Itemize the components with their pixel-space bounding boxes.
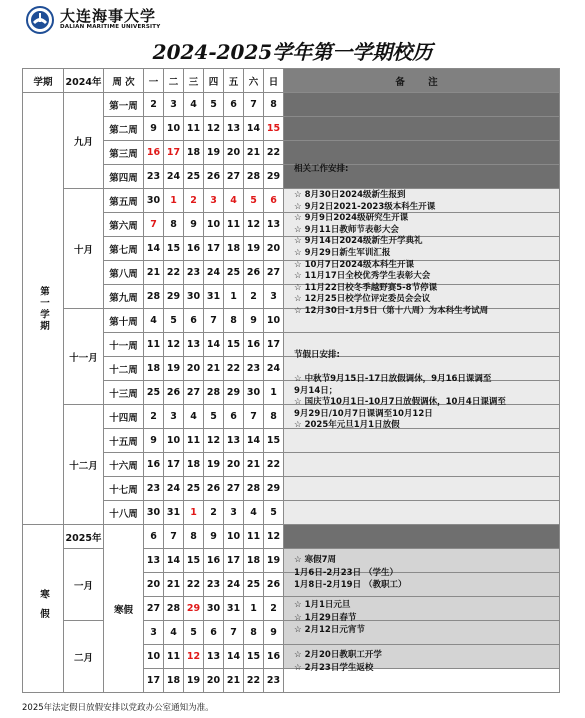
day-cell: 22: [264, 453, 284, 477]
day-cell: 15: [264, 117, 284, 141]
day-cell: 19: [204, 453, 224, 477]
day-cell: 2: [264, 597, 284, 621]
day-cell: 28: [204, 381, 224, 405]
header-term: 学期: [23, 69, 64, 93]
day-cell: 14: [144, 237, 164, 261]
university-logo-icon: [26, 6, 54, 34]
day-cell: 29: [264, 477, 284, 501]
notes-cell: [284, 117, 560, 141]
week-label: 第二周: [104, 117, 144, 141]
day-cell: 24: [164, 477, 184, 501]
university-name-cn: 大连海事大学: [60, 7, 157, 25]
day-cell: 26: [264, 573, 284, 597]
day-cell: 6: [204, 621, 224, 645]
week-label: 十七周: [104, 477, 144, 501]
day-cell: 29: [224, 381, 244, 405]
day-cell: 14: [164, 549, 184, 573]
day-cell: 15: [264, 429, 284, 453]
notes-cell: [284, 261, 560, 285]
day-cell: 2: [184, 189, 204, 213]
day-cell: 1: [244, 597, 264, 621]
day-cell: 23: [144, 477, 164, 501]
day-cell: 13: [264, 213, 284, 237]
week-label: 十四周: [104, 405, 144, 429]
day-cell: 24: [204, 261, 224, 285]
note-line: ☆ 国庆节10月1日-10月7日放假调休，10月4日课调至: [294, 397, 506, 408]
day-cell: 1: [164, 189, 184, 213]
day-cell: 20: [144, 573, 164, 597]
calendar-body: [23, 93, 560, 693]
header-day-sun: 日: [264, 69, 284, 93]
note-line: ☆ 9月2日2021-2023级本科生开课: [294, 201, 436, 212]
day-cell: 30: [144, 501, 164, 525]
day-cell: 27: [224, 165, 244, 189]
notes-cell: [284, 381, 560, 408]
day-cell: 19: [264, 549, 284, 573]
note-line: ☆ 1月1日元旦: [294, 600, 351, 610]
day-cell: 31: [224, 597, 244, 621]
page-header: [0, 0, 585, 66]
day-cell: 4: [164, 621, 184, 645]
day-cell: 23: [144, 165, 164, 189]
calendar-row: [23, 285, 560, 309]
day-cell: 3: [224, 501, 244, 525]
university-name-en: DALIAN MARITIME UNIVERSITY: [60, 24, 161, 30]
week-label: 第四周: [104, 165, 144, 189]
day-cell: 9: [184, 213, 204, 237]
day-cell: 23: [264, 669, 284, 693]
day-cell: 22: [184, 573, 204, 597]
notes-cell: [284, 405, 560, 429]
day-cell: 25: [244, 573, 264, 597]
day-cell: 2: [204, 501, 224, 525]
calendar-row: [23, 621, 560, 645]
day-cell: 31: [164, 501, 184, 525]
month-label-dec: 十二月: [64, 405, 104, 525]
header-day-thu: 四: [204, 69, 224, 93]
day-cell: 9: [264, 621, 284, 645]
day-cell: 18: [164, 669, 184, 693]
calendar-table: [22, 68, 560, 693]
notes-cell: [284, 621, 560, 645]
day-cell: 12: [204, 117, 224, 141]
header-day-sat: 六: [244, 69, 264, 93]
day-cell: 25: [224, 261, 244, 285]
day-cell: 8: [244, 621, 264, 645]
day-cell: 18: [244, 549, 264, 573]
day-cell: 30: [204, 597, 224, 621]
calendar-row: [23, 405, 560, 429]
note-line: ☆ 12月25日校学位评定委员会会议: [294, 294, 431, 305]
day-cell: 4: [184, 93, 204, 117]
day-cell: 21: [144, 261, 164, 285]
calendar-row: [23, 333, 560, 357]
calendar-row: [23, 429, 560, 453]
note-line: ☆ 1月29日春节: [294, 613, 357, 623]
day-cell: 19: [204, 141, 224, 165]
day-cell: 10: [204, 213, 224, 237]
notes-cell: [284, 141, 560, 165]
day-cell: 17: [144, 669, 164, 693]
day-cell: 13: [224, 117, 244, 141]
day-cell: 11: [164, 645, 184, 669]
notes-cell: [284, 453, 560, 477]
month-label-nov: 十一月: [64, 309, 104, 405]
day-cell: 16: [184, 237, 204, 261]
day-cell: 26: [204, 477, 224, 501]
day-cell: 4: [184, 405, 204, 429]
notes-cell: [284, 645, 560, 669]
page-title: 2024-2025学年第一学期校历: [152, 40, 433, 64]
day-cell: 16: [144, 453, 164, 477]
week-label: 第五周: [104, 189, 144, 213]
day-cell: 17: [204, 237, 224, 261]
day-cell: 21: [224, 669, 244, 693]
day-cell: 7: [164, 525, 184, 549]
day-cell: 7: [244, 405, 264, 429]
notes-cell: [284, 213, 560, 237]
day-cell: 19: [184, 669, 204, 693]
day-cell: 5: [264, 501, 284, 525]
note-line: ☆ 9月11日教师节表彰大会: [294, 224, 399, 235]
day-cell: 5: [184, 621, 204, 645]
day-cell: 27: [224, 477, 244, 501]
day-cell: 25: [184, 165, 204, 189]
note-line: 相关工作安排:: [294, 164, 349, 174]
day-cell: 21: [204, 357, 224, 381]
day-cell: 11: [244, 525, 264, 549]
day-cell: 28: [144, 285, 164, 309]
calendar-row: [23, 189, 560, 213]
day-cell: 16: [204, 549, 224, 573]
day-cell: 20: [224, 453, 244, 477]
day-cell: 17: [264, 333, 284, 357]
notes-cell: [284, 501, 560, 525]
day-cell: 17: [164, 453, 184, 477]
day-cell: 6: [184, 309, 204, 333]
notes-cell: [284, 573, 560, 597]
day-cell: 6: [224, 93, 244, 117]
day-cell: 19: [244, 237, 264, 261]
calendar-row: [23, 141, 560, 165]
day-cell: 18: [224, 237, 244, 261]
day-cell: 7: [244, 93, 264, 117]
header-row: [23, 69, 560, 93]
day-cell: 25: [144, 381, 164, 405]
calendar-row: [23, 525, 560, 549]
day-cell: 4: [144, 309, 164, 333]
day-cell: 9: [244, 309, 264, 333]
day-cell: 7: [144, 213, 164, 237]
day-cell: 15: [164, 237, 184, 261]
header-day-fri: 五: [224, 69, 244, 93]
header-year: 2024年: [64, 69, 104, 93]
notes-cell: [284, 429, 560, 453]
day-cell: 5: [164, 309, 184, 333]
day-cell: 7: [224, 621, 244, 645]
note-line: ☆ 12月30日-1月5日（第十八周）为本科生考试周: [294, 306, 489, 316]
note-line: 1月6日-2月23日 （学生）: [294, 568, 399, 578]
day-cell: 8: [224, 309, 244, 333]
day-cell: 26: [164, 381, 184, 405]
day-cell: 10: [164, 429, 184, 453]
notes-cell: [284, 309, 560, 333]
day-cell: 8: [264, 93, 284, 117]
note-line: 1月8日-2月19日 （教职工）: [294, 580, 407, 590]
day-cell: 15: [224, 333, 244, 357]
day-cell: 28: [164, 597, 184, 621]
day-cell: 3: [264, 285, 284, 309]
day-cell: 6: [224, 405, 244, 429]
week-label: 十三周: [104, 381, 144, 405]
day-cell: 24: [164, 165, 184, 189]
note-line: ☆ 9月29日新生军训汇报: [294, 248, 391, 258]
note-line: 9月29日/10月7日课调至10月12日: [294, 408, 433, 419]
notes-cell: [284, 165, 560, 189]
day-cell: 8: [184, 525, 204, 549]
day-cell: 30: [144, 189, 164, 213]
day-cell: 12: [264, 525, 284, 549]
day-cell: 30: [244, 381, 264, 405]
notes-cell: [284, 333, 560, 357]
header-day-tue: 二: [164, 69, 184, 93]
note-line: ☆ 2月20日教职工开学: [294, 650, 382, 660]
day-cell: 29: [164, 285, 184, 309]
day-cell: 8: [164, 213, 184, 237]
week-label: 十二周: [104, 357, 144, 381]
day-cell: 18: [184, 141, 204, 165]
calendar-row: [23, 357, 560, 381]
note-line: ☆ 2月23日学生返校: [294, 663, 374, 673]
day-cell: 24: [224, 573, 244, 597]
day-cell: 13: [144, 549, 164, 573]
day-cell: 11: [144, 333, 164, 357]
day-cell: 21: [244, 453, 264, 477]
notes-cell: [284, 525, 560, 549]
day-cell: 23: [204, 573, 224, 597]
month-label-jan: 一月: [64, 549, 104, 621]
day-cell: 29: [264, 165, 284, 189]
day-cell: 13: [204, 645, 224, 669]
day-cell: 22: [224, 357, 244, 381]
day-cell: 15: [244, 645, 264, 669]
calendar-row: [23, 93, 560, 117]
day-cell: 11: [184, 429, 204, 453]
week-label: 第七周: [104, 237, 144, 261]
note-line: ☆ 9月14日2024级新生开学典礼: [294, 236, 423, 247]
day-cell: 7: [204, 309, 224, 333]
day-cell: 5: [244, 189, 264, 213]
day-cell: 3: [144, 621, 164, 645]
day-cell: 10: [144, 645, 164, 669]
day-cell: 12: [204, 429, 224, 453]
day-cell: 19: [164, 357, 184, 381]
header-day-mon: 一: [144, 69, 164, 93]
week-label: 第八周: [104, 261, 144, 285]
notes-cell: [284, 549, 560, 573]
day-cell: 23: [184, 261, 204, 285]
month-label-sep: 九月: [64, 93, 104, 189]
day-cell: 16: [264, 645, 284, 669]
day-cell: 12: [164, 333, 184, 357]
day-cell: 9: [204, 525, 224, 549]
day-cell: 13: [224, 429, 244, 453]
day-cell: 16: [144, 141, 164, 165]
day-cell: 6: [264, 189, 284, 213]
day-cell: 22: [264, 141, 284, 165]
note-line: 节假日安排:: [294, 350, 340, 360]
day-cell: 1: [184, 501, 204, 525]
day-cell: 27: [264, 261, 284, 285]
month-label-oct: 十月: [64, 189, 104, 309]
note-line: ☆ 11月22日校冬季越野赛5-8节停课: [294, 282, 438, 293]
day-cell: 12: [244, 213, 264, 237]
note-line: ☆ 寒假7周: [294, 555, 336, 565]
day-cell: 26: [204, 165, 224, 189]
term-winter: 寒假: [23, 525, 64, 693]
day-cell: 17: [164, 141, 184, 165]
day-cell: 27: [144, 597, 164, 621]
footnote: 2025年法定假日放假安排以党政办公室通知为准。: [22, 703, 214, 713]
week-label: 第十周: [104, 309, 144, 333]
calendar-row: [23, 501, 560, 525]
week-winter-label: 寒假: [104, 525, 144, 693]
calendar-row: [23, 477, 560, 501]
calendar-row: [23, 261, 560, 285]
day-cell: 2: [144, 405, 164, 429]
day-cell: 9: [144, 117, 164, 141]
notes-cell: [284, 285, 560, 309]
day-cell: 4: [244, 501, 264, 525]
day-cell: 22: [164, 261, 184, 285]
day-cell: 20: [204, 669, 224, 693]
notes-cell: [284, 669, 560, 693]
note-line: 9月14日；: [294, 385, 338, 396]
header-week: 周 次: [104, 69, 144, 93]
calendar-row: [23, 165, 560, 189]
day-cell: 11: [184, 117, 204, 141]
note-line: ☆ 2025年元旦1月1日放假: [294, 420, 400, 431]
day-cell: 22: [244, 669, 264, 693]
header-notes: 备 注: [284, 69, 560, 93]
day-cell: 14: [224, 645, 244, 669]
day-cell: 5: [204, 405, 224, 429]
notes-cell: [284, 597, 560, 621]
day-cell: 10: [164, 117, 184, 141]
day-cell: 10: [224, 525, 244, 549]
day-cell: 2: [244, 285, 264, 309]
day-cell: 31: [204, 285, 224, 309]
calendar-row: [23, 237, 560, 261]
week-label: 十一周: [104, 333, 144, 357]
calendar-row: [23, 309, 560, 333]
day-cell: 18: [144, 357, 164, 381]
day-cell: 15: [184, 549, 204, 573]
week-label: 第六周: [104, 213, 144, 237]
day-cell: 20: [224, 141, 244, 165]
day-cell: 12: [184, 645, 204, 669]
calendar-row: [23, 453, 560, 477]
day-cell: 18: [184, 453, 204, 477]
day-cell: 21: [164, 573, 184, 597]
day-cell: 20: [264, 237, 284, 261]
day-cell: 16: [244, 333, 264, 357]
week-label: 第九周: [104, 285, 144, 309]
day-cell: 1: [264, 381, 284, 405]
day-cell: 23: [244, 357, 264, 381]
notes-cell: [284, 189, 560, 213]
note-line: ☆ 11月17日全校优秀学生表彰大会: [294, 271, 431, 282]
year-2025-label: 2025年: [64, 525, 104, 549]
month-label-feb: 二月: [64, 621, 104, 693]
day-cell: 28: [244, 477, 264, 501]
day-cell: 27: [184, 381, 204, 405]
day-cell: 1: [224, 285, 244, 309]
day-cell: 21: [244, 141, 264, 165]
day-cell: 30: [184, 285, 204, 309]
day-cell: 14: [244, 429, 264, 453]
term-first: 第一学期: [23, 93, 64, 525]
week-label: 第三周: [104, 141, 144, 165]
day-cell: 3: [164, 93, 184, 117]
day-cell: 5: [204, 93, 224, 117]
day-cell: 20: [184, 357, 204, 381]
day-cell: 26: [244, 261, 264, 285]
day-cell: 3: [204, 189, 224, 213]
notes-cell: [284, 237, 560, 261]
notes-cell: [284, 93, 560, 117]
note-line: ☆ 9月9日2024级研究生开课: [294, 213, 409, 224]
day-cell: 3: [164, 405, 184, 429]
header-day-wed: 三: [184, 69, 204, 93]
notes-cell: [284, 477, 560, 501]
week-label: 十五周: [104, 429, 144, 453]
week-label: 第一周: [104, 93, 144, 117]
day-cell: 4: [224, 189, 244, 213]
day-cell: 6: [144, 525, 164, 549]
day-cell: 11: [224, 213, 244, 237]
note-line: ☆ 中秋节9月15日-17日放假调休，9月16日课调至: [294, 374, 492, 384]
day-cell: 10: [264, 309, 284, 333]
day-cell: 24: [264, 357, 284, 381]
note-line: ☆ 8月30日2024级新生报到: [294, 190, 406, 200]
day-cell: 14: [204, 333, 224, 357]
day-cell: 25: [184, 477, 204, 501]
day-cell: 17: [224, 549, 244, 573]
day-cell: 2: [144, 93, 164, 117]
notes-cell: [284, 357, 560, 381]
calendar-row: [23, 117, 560, 141]
day-cell: 9: [144, 429, 164, 453]
day-cell: 28: [244, 165, 264, 189]
note-line: ☆ 2月12日元宵节: [294, 625, 365, 635]
day-cell: 8: [264, 405, 284, 429]
calendar-row: [23, 213, 560, 237]
day-cell: 14: [244, 117, 264, 141]
note-line: ☆ 10月7日2024级本科生开课: [294, 259, 414, 270]
week-label: 十八周: [104, 501, 144, 525]
week-label: 十六周: [104, 453, 144, 477]
day-cell: 29: [184, 597, 204, 621]
calendar-row: [23, 381, 560, 405]
calendar-row: [23, 549, 560, 573]
day-cell: 13: [184, 333, 204, 357]
